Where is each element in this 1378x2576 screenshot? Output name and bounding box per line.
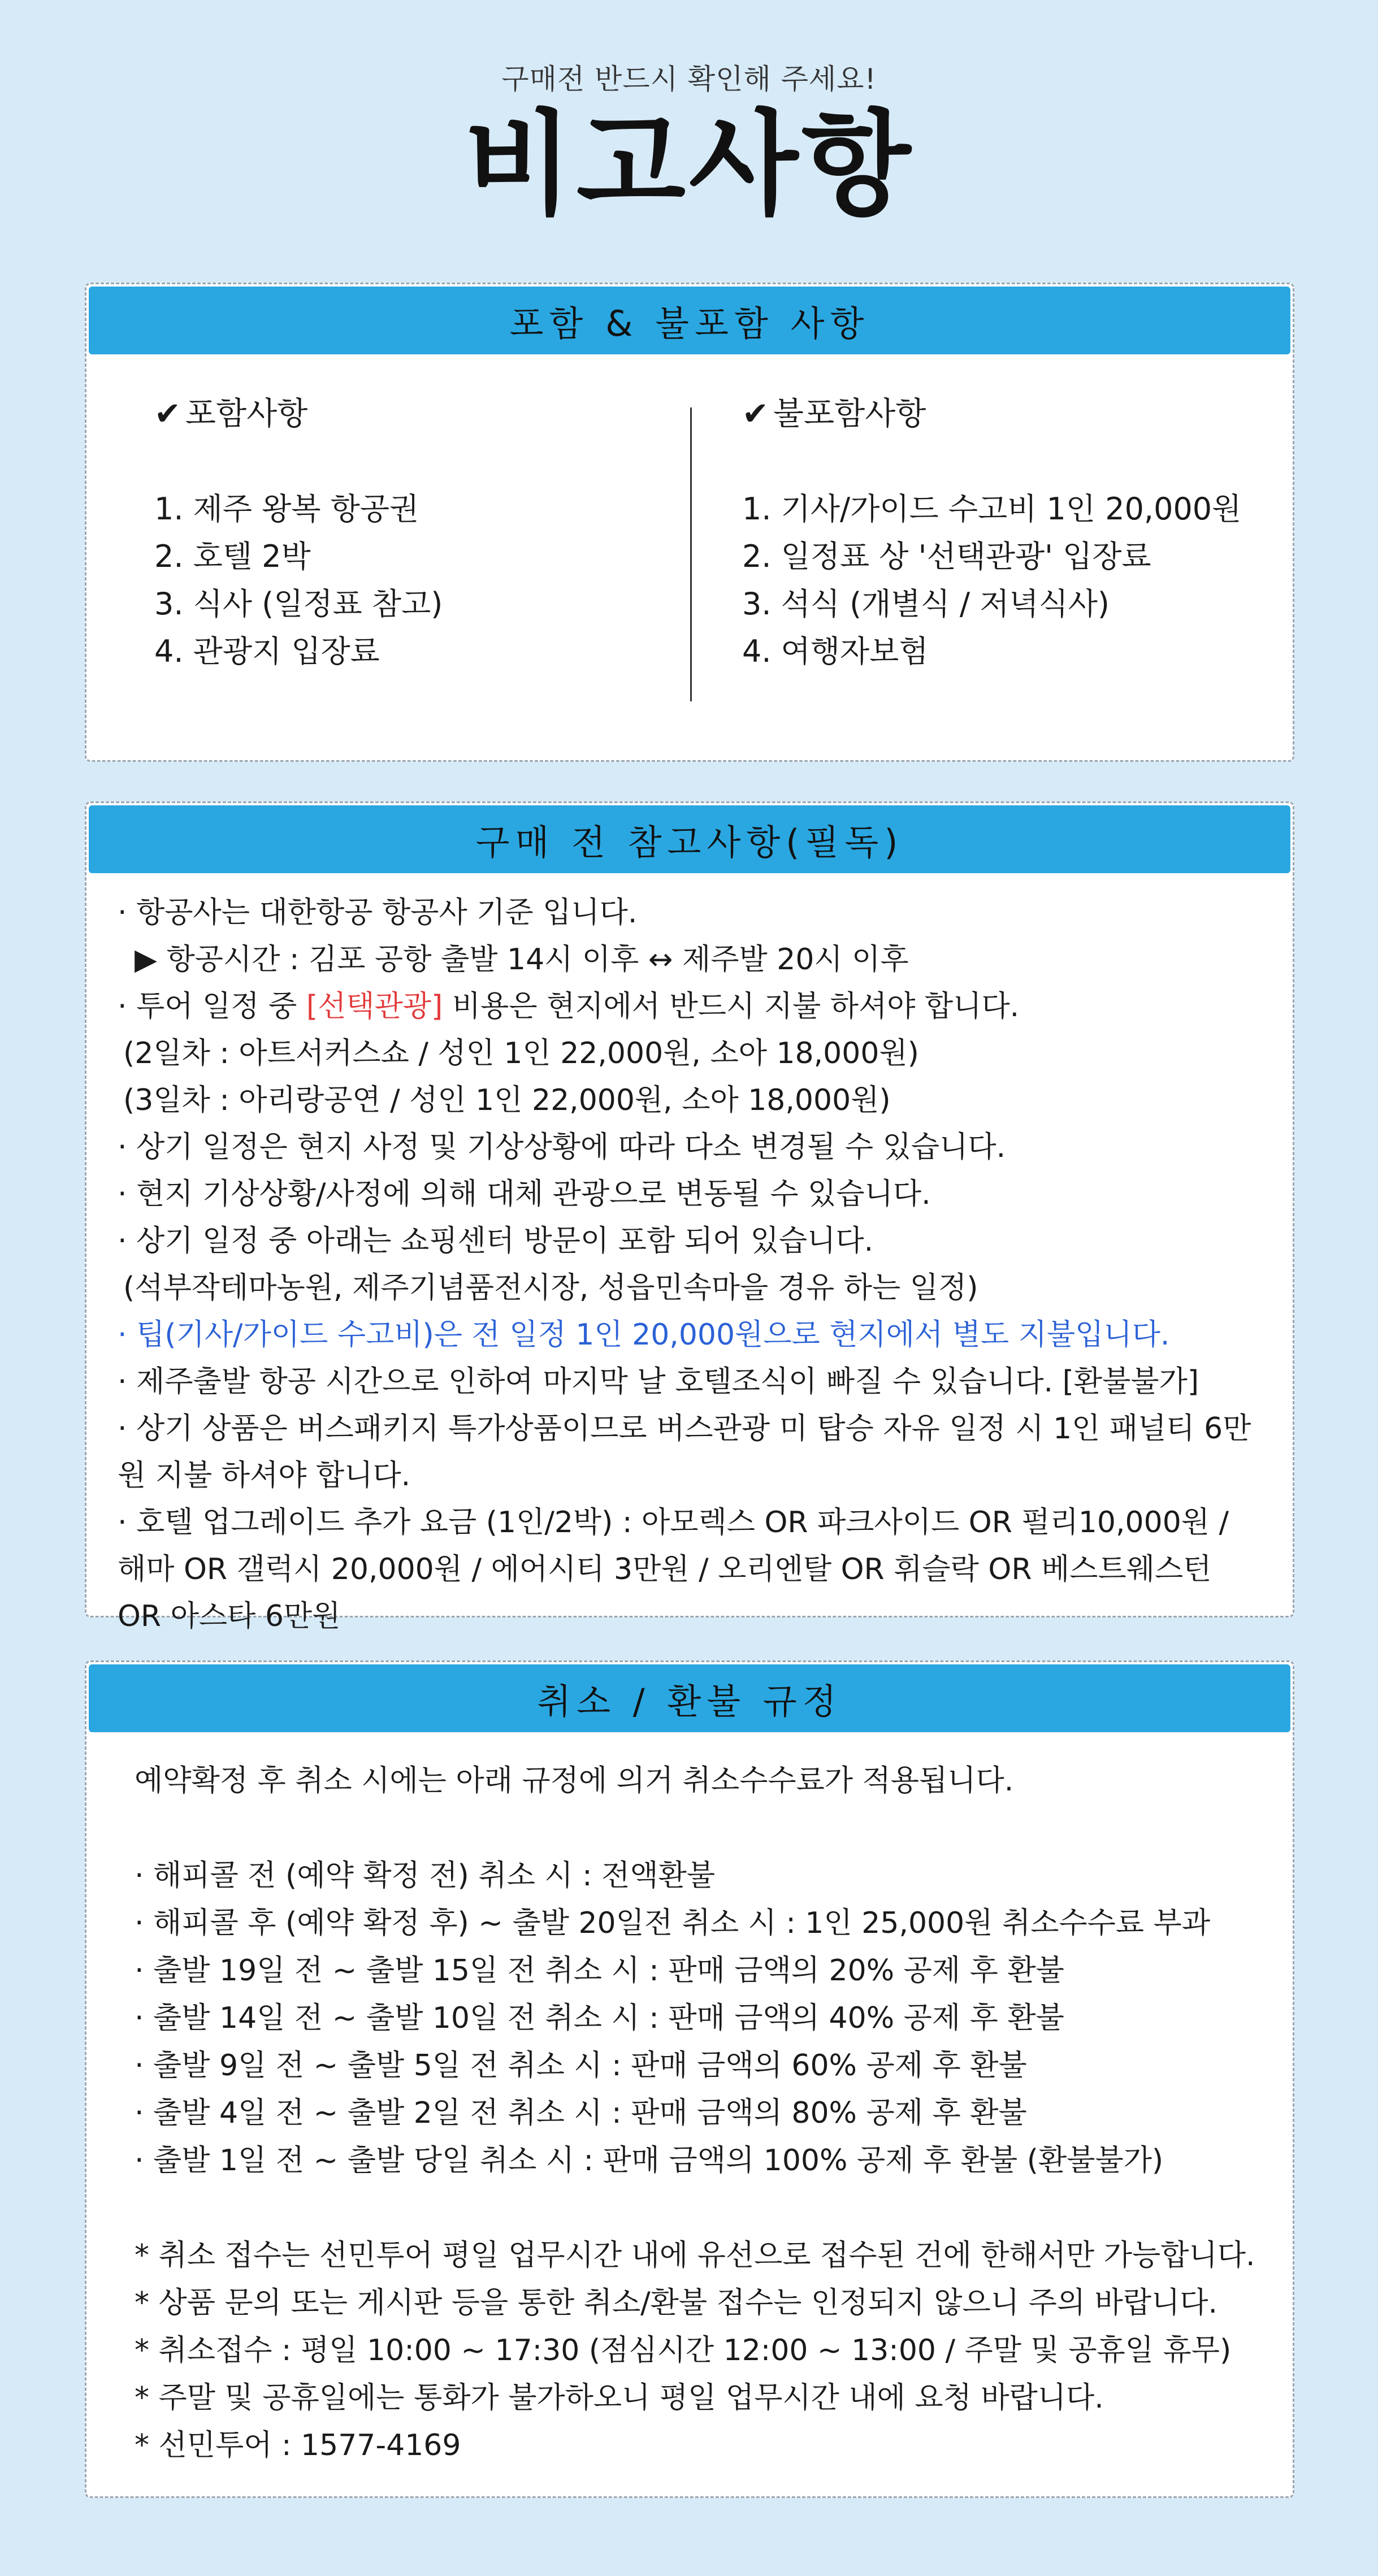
page-subtitle: 구매전 반드시 확인해 주세요! <box>501 63 877 96</box>
list-item: 2. 호텔 2박 <box>154 539 311 574</box>
refund-rule: · 출발 9일 전 ~ 출발 5일 전 취소 시 : 판매 금액의 60% 공제 후 환불 <box>135 2049 1027 2083</box>
excluded-heading-label: 불포함사항 <box>773 396 926 432</box>
refund-intro: 예약확정 후 취소 시에는 아래 규정에 의거 취소수수료가 적용됩니다. <box>135 1764 1014 1798</box>
refund-notice: * 취소 접수는 선민투어 평일 업무시간 내에 유선으로 접수된 건에 한해서만 가능합니다. <box>135 2239 1255 2273</box>
excluded-heading <box>742 391 1241 438</box>
list-item: 3. 식사 (일정표 참고) <box>154 586 443 622</box>
page-title: 비고사항 <box>463 99 915 231</box>
note-line <box>118 1312 1259 1359</box>
note-line: · 제주출발 항공 시간으로 인하여 마지막 날 호텔조식이 빠질 수 있습니다. [환불불가] <box>118 1365 1199 1399</box>
included-heading <box>154 391 443 438</box>
note-line: · 현지 기상상황/사정에 의해 대체 관광으로 변동될 수 있습니다. <box>118 1177 931 1211</box>
included-excluded-title: 포함 & 불포함 사항 <box>89 287 1290 354</box>
list-item: 2. 일정표 상 '선택관광' 입장료 <box>742 539 1151 574</box>
refund-rule: · 해피콜 전 (예약 확정 전) 취소 시 : 전액환불 <box>135 1859 716 1893</box>
column-divider <box>690 407 692 701</box>
pre-purchase-notes-title: 구매 전 참고사항(필독) <box>89 805 1290 873</box>
page-header <box>0 57 1378 231</box>
note-line: · 상기 일정은 현지 사정 및 기상상황에 따라 다소 변경될 수 있습니다. <box>118 1130 1006 1164</box>
note-line: · 호텔 업그레이드 추가 요금 (1인/2박) : 아모렉스 OR 파크사이드 OR 펄리10,000원 / 해마 OR 갤럭시 20,000원 / 에어시티 3만원 / 오리엔탈 OR 휘슬락 OR 베스트웨스턴 OR 아스타 6만원 <box>118 1506 1229 1633</box>
refund-rule: · 해피콜 후 (예약 확정 후) ~ 출발 20일전 취소 시 : 1인 25,000원 취소수수료 부과 <box>135 1906 1211 1940</box>
note-text: 비용은 현지에서 반드시 지불 하셔야 합니다. <box>443 990 1020 1024</box>
included-column <box>154 391 443 675</box>
cancellation-refund-section <box>85 1660 1294 2498</box>
list-item: 4. 관광지 입장료 <box>154 634 380 669</box>
refund-notice: * 상품 문의 또는 게시판 등을 통한 취소/환불 접수는 인정되지 않으니 주의 바랍니다. <box>135 2286 1218 2320</box>
list-item: 1. 기사/가이드 수고비 1인 20,000원 <box>742 491 1242 527</box>
note-line: (3일차 : 아리랑공연 / 성인 1인 22,000원, 소아 18,000원) <box>123 1083 891 1117</box>
check-icon: ✔ <box>154 396 181 432</box>
notes-body <box>86 875 1293 1640</box>
refund-rule: · 출발 4일 전 ~ 출발 2일 전 취소 시 : 판매 금액의 80% 공제 후 환불 <box>135 2096 1027 2130</box>
list-item: 1. 제주 왕복 항공권 <box>154 491 419 527</box>
optional-tour-highlight: [선택관광] <box>306 990 443 1024</box>
refund-rule: · 출발 14일 전 ~ 출발 10일 전 취소 시 : 판매 금액의 40% 공제 후 환불 <box>135 2001 1064 2035</box>
refund-notice: * 취소접수 : 평일 10:00 ~ 17:30 (점심시간 12:00 ~ 13:00 / 주말 및 공휴일 휴무) <box>135 2334 1232 2367</box>
note-line: (2일차 : 아트서커스쇼 / 성인 1인 22,000원, 소아 18,000원) <box>123 1037 919 1070</box>
list-item: 3. 석식 (개별식 / 저녁식사) <box>742 586 1110 622</box>
list-item: 4. 여행자보험 <box>742 634 929 669</box>
note-line <box>118 983 1259 1030</box>
note-text: · 투어 일정 중 <box>118 990 306 1024</box>
note-line: ▶ 항공시간 : 김포 공항 출발 14시 이후 ↔ 제주발 20시 이후 <box>135 943 909 977</box>
included-heading-label: 포함사항 <box>185 396 308 432</box>
note-line: (석부작테마농원, 제주기념품전시장, 성읍민속마을 경유 하는 일정) <box>123 1271 978 1305</box>
check-icon: ✔ <box>742 396 769 432</box>
note-bullet: · <box>118 1318 137 1352</box>
tip-highlight: 팁(기사/가이드 수고비)은 전 일정 1인 20,000원으로 현지에서 별도 지불입니다. <box>136 1318 1170 1352</box>
refund-rule: · 출발 1일 전 ~ 출발 당일 취소 시 : 판매 금액의 100% 공제 후 환불 (환불불가) <box>135 2144 1164 2178</box>
note-line: · 상기 일정 중 아래는 쇼핑센터 방문이 포함 되어 있습니다. <box>118 1224 874 1258</box>
cancellation-refund-title: 취소 / 환불 규정 <box>89 1664 1290 1732</box>
included-excluded-section <box>85 283 1294 762</box>
refund-body <box>86 1734 1293 2469</box>
contact-phone: * 선민투어 : 1577-4169 <box>135 2428 461 2462</box>
note-line: · 항공사는 대한항공 항공사 기준 입니다. <box>118 896 638 930</box>
refund-rule: · 출발 19일 전 ~ 출발 15일 전 취소 시 : 판매 금액의 20% 공제 후 환불 <box>135 1954 1064 1988</box>
note-line: · 상기 상품은 버스패키지 특가상품이므로 버스관광 미 탑승 자유 일정 시 1인 패널티 6만원 지불 하셔야 합니다. <box>118 1412 1251 1493</box>
refund-notice: * 주말 및 공휴일에는 통화가 불가하오니 평일 업무시간 내에 요청 바랍니다. <box>135 2381 1104 2415</box>
pre-purchase-notes-section <box>85 801 1294 1633</box>
excluded-column <box>742 391 1241 675</box>
